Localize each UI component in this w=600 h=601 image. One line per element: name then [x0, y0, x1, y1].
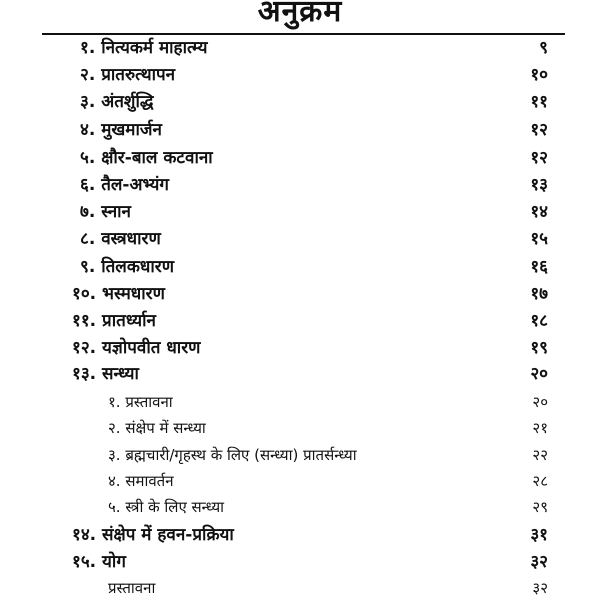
- toc-entry: [0, 117, 600, 143]
- toc-entry: [0, 254, 600, 280]
- toc-entry: [0, 522, 600, 548]
- toc-entry-page-number: १९: [530, 338, 548, 358]
- toc-subentry: [0, 494, 600, 520]
- toc-subentry-page-number: २२: [532, 446, 548, 464]
- toc-entry-page-number: १४: [530, 202, 548, 222]
- toc-entry-label: १३. सन्ध्या: [72, 364, 139, 384]
- toc-entry: [0, 62, 600, 88]
- toc-entry-label: ७. स्नान: [80, 202, 131, 222]
- toc-entry-label: ८. वस्त्रधारण: [80, 229, 161, 249]
- toc-subentry-label: २. संक्षेप में सन्ध्या: [108, 419, 206, 437]
- toc-entry-label: १५. योग: [72, 552, 126, 572]
- toc-subentry-page-number: ३२: [532, 579, 548, 597]
- toc-entry-label: ९. तिलकधारण: [80, 257, 174, 277]
- toc-entry: [0, 335, 600, 361]
- toc-entry-label: ६. तैल-अभ्यंग: [80, 175, 169, 195]
- toc-subentry-label: १. प्रस्तावना: [108, 393, 173, 411]
- toc-subentry: [0, 389, 600, 415]
- toc-entry-page-number: ३१: [530, 525, 548, 545]
- toc-entry-label: १२. यज्ञोपवीत धारण: [72, 338, 201, 358]
- toc-entry-page-number: १७: [530, 284, 548, 304]
- toc-entry: [0, 199, 600, 225]
- toc-entry-page-number: ३२: [530, 552, 548, 572]
- toc-subentry-page-number: २९: [532, 498, 548, 516]
- toc-subentry-page-number: २१: [532, 419, 548, 437]
- toc-entry-page-number: १६: [530, 257, 548, 277]
- toc-entry-label: ५. क्षौर-बाल कटवाना: [80, 148, 213, 168]
- toc-entry: [0, 172, 600, 198]
- toc-entry: [0, 145, 600, 171]
- toc-entry-label: ३. अंतर्शुद्धि: [80, 92, 154, 112]
- toc-entry-page-number: २०: [530, 364, 548, 384]
- toc-entry: [0, 89, 600, 115]
- toc-entry-label: १०. भस्मधारण: [72, 284, 165, 304]
- toc-entry: [0, 281, 600, 307]
- toc-entry-page-number: १०: [530, 65, 548, 85]
- toc-subentry: [0, 468, 600, 494]
- toc-entry: [0, 361, 600, 387]
- toc-subentry-label: ४. समावर्तन: [108, 472, 174, 490]
- toc-entry-page-number: ११: [530, 92, 548, 112]
- toc-entry: [0, 35, 600, 61]
- toc-subentry-page-number: २०: [532, 393, 548, 411]
- toc-entry-page-number: १५: [530, 229, 548, 249]
- toc-entry-page-number: १२: [530, 148, 548, 168]
- toc-subentry-label: ३. ब्रह्मचारी/गृहस्थ के लिए (सन्ध्या) प्रातर्सन्ध्या: [108, 446, 357, 464]
- toc-subentry: [0, 575, 600, 601]
- toc-subentry-label: ५. स्त्री के लिए सन्ध्या: [108, 498, 225, 516]
- toc-entry-label: ४. मुखमार्जन: [80, 120, 162, 140]
- toc-entry: [0, 308, 600, 334]
- toc-subentry: [0, 415, 600, 441]
- toc-subentry-label: प्रस्तावना: [108, 579, 156, 597]
- toc-entry-label: ११. प्रातर्ध्यान: [72, 311, 156, 331]
- toc-entry-page-number: ९: [539, 38, 548, 58]
- toc-entry: [0, 226, 600, 252]
- toc-entry-label: १४. संक्षेप में हवन-प्रक्रिया: [72, 525, 234, 545]
- page-title: अनुक्रम: [257, 0, 343, 29]
- toc-subentry-page-number: २८: [532, 472, 548, 490]
- toc-entry-page-number: १३: [530, 175, 548, 195]
- toc-entry: [0, 549, 600, 575]
- toc-entry-label: २. प्रातरुत्थापन: [80, 65, 176, 85]
- toc-entry-page-number: १८: [530, 311, 548, 331]
- toc-entry-label: १. नित्यकर्म माहात्म्य: [80, 38, 208, 58]
- toc-entry-page-number: १२: [530, 120, 548, 140]
- toc-subentry: [0, 442, 600, 468]
